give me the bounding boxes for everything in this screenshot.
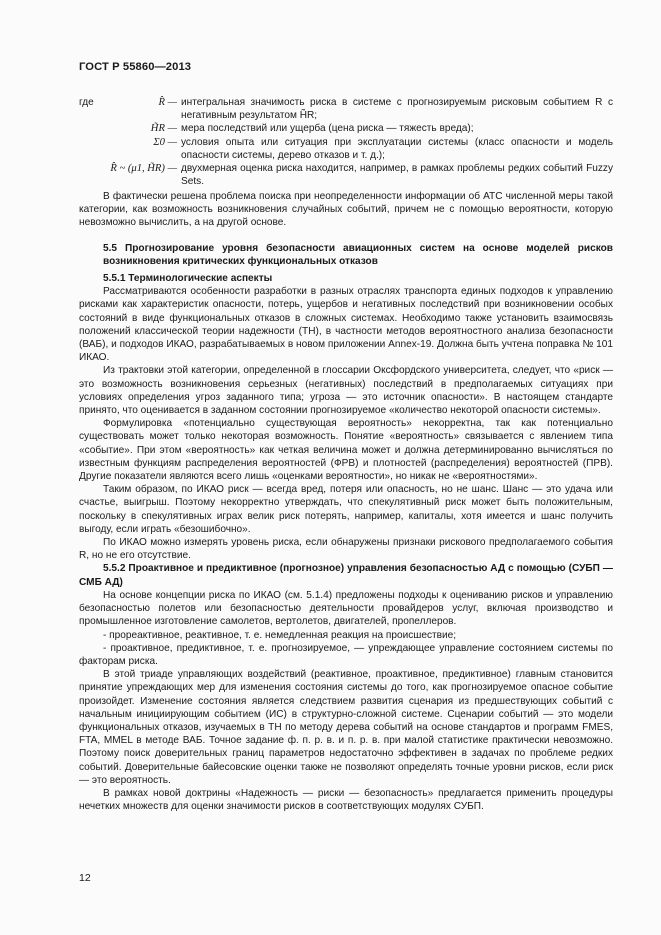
list-item: - проактивное, предиктивное, т. е. прогнозируемое, — упреждающее управление состоянием системы по факторам риска. [79,642,613,667]
section-heading-5-5-2: 5.5.2 Проактивное и предиктивное (прогнозное) управления безопасностью АД с помощью (СУБП — СМБ АД) [79,563,613,588]
page-number: 12 [79,872,91,884]
definition-symbol: Σ0 — [153,136,177,148]
definition-symbol: R̂ — [158,97,177,108]
paragraph: На основе концепции риска по ИКАО (см. 5.1.4) предложены подходы к оцениванию рисков и управлению безопасностью полетов или безопасностью деятельности провайдеров услуг, включая производство и промышленное изготовление самолетов, вертолетов, двигателей, пропеллеров. [79,589,613,628]
definition-symbol: H̃R — [150,123,177,135]
section-heading-5-5: 5.5 Прогнозирование уровня безопасности авиационных систем на основе моделей рисков возникновения критических функциональных отказов [103,242,613,267]
list-item: - прореактивное, реактивное, т. е. немедленная реакция на происшествие; [103,629,457,641]
paragraph: В фактически решена проблема поиска при неопределенности информации об АТС численной меры такой категории, как возможность возникновения случайных событий, причем не с помощью вероятности, которую невозможно вычислить, а на другой основе. [79,191,613,229]
paragraph: По ИКАО можно измерять уровень риска, если обнаружены признаки рискового предполагаемого события R, но не его отсутствие. [79,537,613,562]
definition-row [79,162,613,188]
standard-header: ГОСТ Р 55860—2013 [79,61,192,73]
main-text [79,190,613,813]
paragraph: В рамках новой доктрины «Надежность — риски — безопасность» предлагается применить процедуры нечетких множеств для оценки значимости рисков в соответствующих модулях СУБП. [79,787,613,813]
paragraph: Таким образом, по ИКАО риск — всегда вред, потеря или опасность, но не шанс. Шанс — это удача или счастье, выигрыш. Поэтому некорректно утверждать, что спекулятивный риск может быть положительным, поскольку в спекулятивных играх велик риск потерять, например, капиталы, хотя имеется и шанс получить выгоду, если играть «безошибочно». [79,484,613,535]
paragraph: В этой триаде управляющих воздействий (реактивное, проактивное, предиктивное) главным становится принятие упреждающих мер для изменения состояния системы до того, как прогнозируемое опасное событие произойдет. Изменение состояния является следствием развития сценария из предшествующих событий с начальным инициирующим событием (ИС) в структурно-сложной системе. Сценарии событий — это модели функциональных отказов, изучаемых в ТН по методу дерева событий на основе стандартов и программ FMES, FTA, MMEL в методе ВАБ. Точное задание ф. п. р. в. и п. р. в. при малой статистике практически невозможно. Поэтому поиск доверительных границ параметров недостаточно эффективен в задачах по проблеме редких событий. Доверительные байесовские оценки также не позволяют определять точные уровни рисков, если риск — это вероятность. [79,669,613,786]
section-heading-5-5-1: 5.5.1 Терминологические аспекты [103,273,273,285]
paragraph: Рассматриваются особенности разработки в разных отраслях транспорта единых подходов к управлению рисками как характеристик опасности, потерь, ущербов и негативных последствий при возникновении особых состояний в виде функциональных отказов в сложных системах. Необходимо также установить взаимосвязь положений классической теории надежности (ТН), в частности методов вероятностного анализа безопасности (ВАБ), и подходов ИКАО, разрабатываемых в новом приложении Annex-19. Должна быть учтена поправка № 101 ИКАО. [79,286,613,364]
definition-text: двухмерная оценка риска находится, например, в рамках проблемы редких событий Fuzzy Sets. [181,163,613,188]
definition-text: интегральная значимость риска в системе c прогнозируемым рисковым событием R с негативным результатом H̃R; [181,97,613,122]
paragraph: Из трактовки этой категории, определенной в глоссарии Оксфордского университета, следует, что «риск — это возможность возникновения серьезных (негативных) последствий в предполагаемых ситуациях при условиях определения угроз заданного типа; угроза — это источник опасности». В настоящем стандарте принято, что оценивается в заданном состоянии прогнозируемое «количество некоторой опасности системы». [79,365,613,417]
definition-row [79,136,613,162]
where-label: где [79,97,94,108]
paragraph: Формулировка «потенциально существующая вероятность» некорректна, так как потенциально существовать может только некоторая возможность. Понятие «вероятность» связывается с явлением типа «событие». При этом «вероятность» как четкая величина может и должна детерминированно вычисляться по известным функциям распределения вероятностей (ФРВ) и плотностей (распределения) вероятностей (ПРВ). Другие показатели являются всего лишь «оценками вероятности», но никак не «вероятностями». [79,418,613,483]
definition-row [79,122,613,135]
definition-symbol: R̂ ~ (μ1, H̃R) — [110,163,177,175]
definition-text: условия опыта или ситуация при эксплуатации системы (класс опасности и модель опасности системы, дерево отказов и т. д.); [181,136,613,161]
definition-row [79,96,613,122]
definition-text: мера последствий или ущерба (цена риска — тяжесть вреда); [181,123,474,135]
definitions-block [79,96,613,188]
